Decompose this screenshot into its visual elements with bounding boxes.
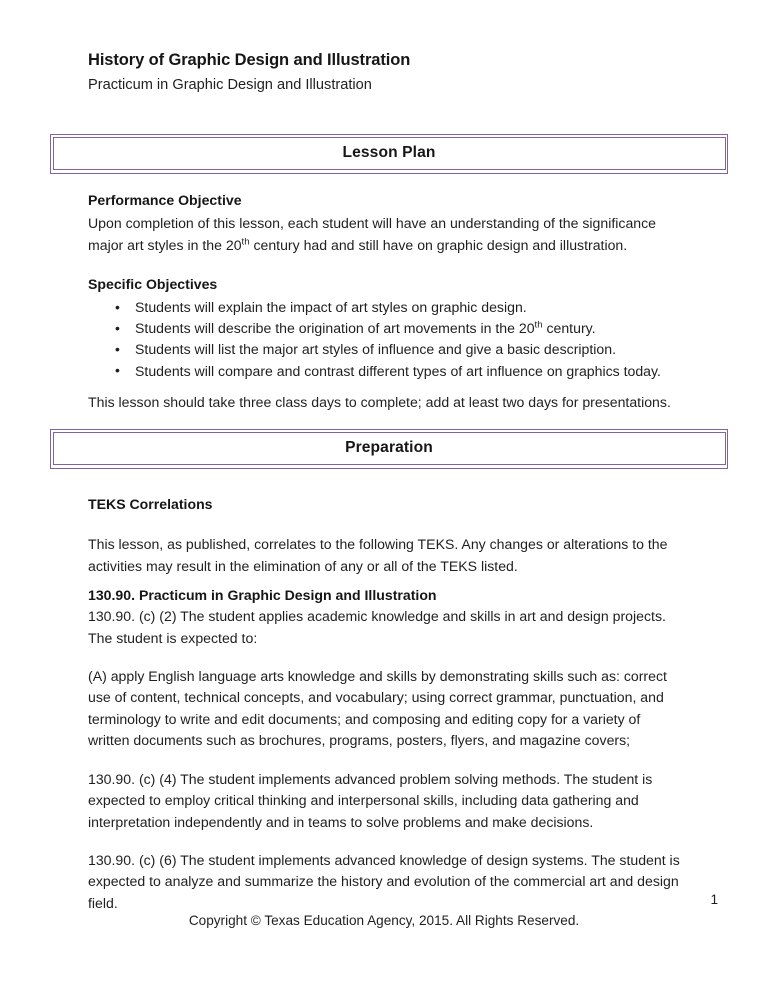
teks-paragraph: 130.90. (c) (2) The student applies academic knowledge and skills in art and design projects. The student is expected to: xyxy=(88,608,666,646)
performance-objective-text-part2: century had and still have on graphic design and illustration. xyxy=(249,236,628,253)
teks-paragraph: 130.90. (c) (6) The student implements advanced knowledge of design systems. The student is expected to analyze and summarize the history and evolution of the commercial art and design field. xyxy=(88,851,680,911)
teks-correlations-text: This lesson, as published, correlates to the following TEKS. Any changes or alterations to the activities may result in the elimination of any or all of the TEKS listed. xyxy=(88,536,668,574)
section-banner-inner xyxy=(53,432,726,465)
teks-correlations-section xyxy=(88,494,684,577)
section-banner-label: Preparation xyxy=(345,439,433,456)
list-item-text-part1: Students will describe the origination of art movements in the 20 xyxy=(135,320,535,337)
section-banner-inner xyxy=(53,137,726,170)
teks-course-heading: 130.90. Practicum in Graphic Design and Illustration xyxy=(88,587,437,603)
performance-objective-text xyxy=(88,213,684,256)
list-item-text-part1: Students will compare and contrast different types of art influence on graphics today. xyxy=(135,362,661,379)
list-item xyxy=(88,361,684,382)
section-banner-label: Lesson Plan xyxy=(342,144,436,161)
teks-correlations-heading: TEKS Correlations xyxy=(88,496,213,512)
page-title: History of Graphic Design and Illustration xyxy=(88,51,411,69)
specific-objectives-section xyxy=(88,274,684,382)
performance-objective-superscript: th xyxy=(241,235,250,247)
teks-paragraph: 130.90. (c) (4) The student implements advanced problem solving methods. The student is expected to employ critical thinking and interpersonal skills, including data gathering and interpretation independently and in teams to solve problems and make decisions. xyxy=(88,770,653,830)
teks-paragraph: (A) apply English language arts knowledge and skills by demonstrating skills such as: correct use of content, technical concepts, and vocabulary; using correct grammar, punctuation, and terminology to write and edit documents; and composing and editing copy for a variety of written documents such as brochures, programs, posters, flyers, and magazine covers; xyxy=(88,667,667,749)
list-item xyxy=(88,318,684,339)
list-item-text-part2: century. xyxy=(542,320,596,337)
list-item-text-part1: Students will list the major art styles of influence and give a basic description. xyxy=(135,341,616,358)
specific-objectives-heading: Specific Objectives xyxy=(88,276,218,292)
lesson-duration-text: This lesson should take three class days to complete; add at least two days for presentations. xyxy=(88,394,671,410)
specific-objectives-list xyxy=(88,297,684,382)
teks-standards-section xyxy=(88,585,684,914)
section-banner-preparation xyxy=(50,429,728,469)
page-number: 1 xyxy=(710,892,718,907)
list-item xyxy=(88,339,684,360)
list-item-superscript: th xyxy=(534,319,543,331)
list-item xyxy=(88,297,684,318)
lesson-duration-section xyxy=(88,392,684,413)
section-banner-lesson-plan xyxy=(50,134,728,174)
copyright-notice: Copyright © Texas Education Agency, 2015. All Rights Reserved. xyxy=(188,913,580,928)
performance-objective-text-part1: Upon completion of this lesson, each student will have an understanding of the significance major art styles in the 20 xyxy=(88,215,657,253)
performance-objective-section xyxy=(88,190,684,256)
performance-objective-heading: Performance Objective xyxy=(88,192,242,208)
document-title-block xyxy=(88,50,688,95)
page-subtitle: Practicum in Graphic Design and Illustration xyxy=(88,76,372,93)
list-item-text-part1: Students will explain the impact of art styles on graphic design. xyxy=(135,299,527,316)
